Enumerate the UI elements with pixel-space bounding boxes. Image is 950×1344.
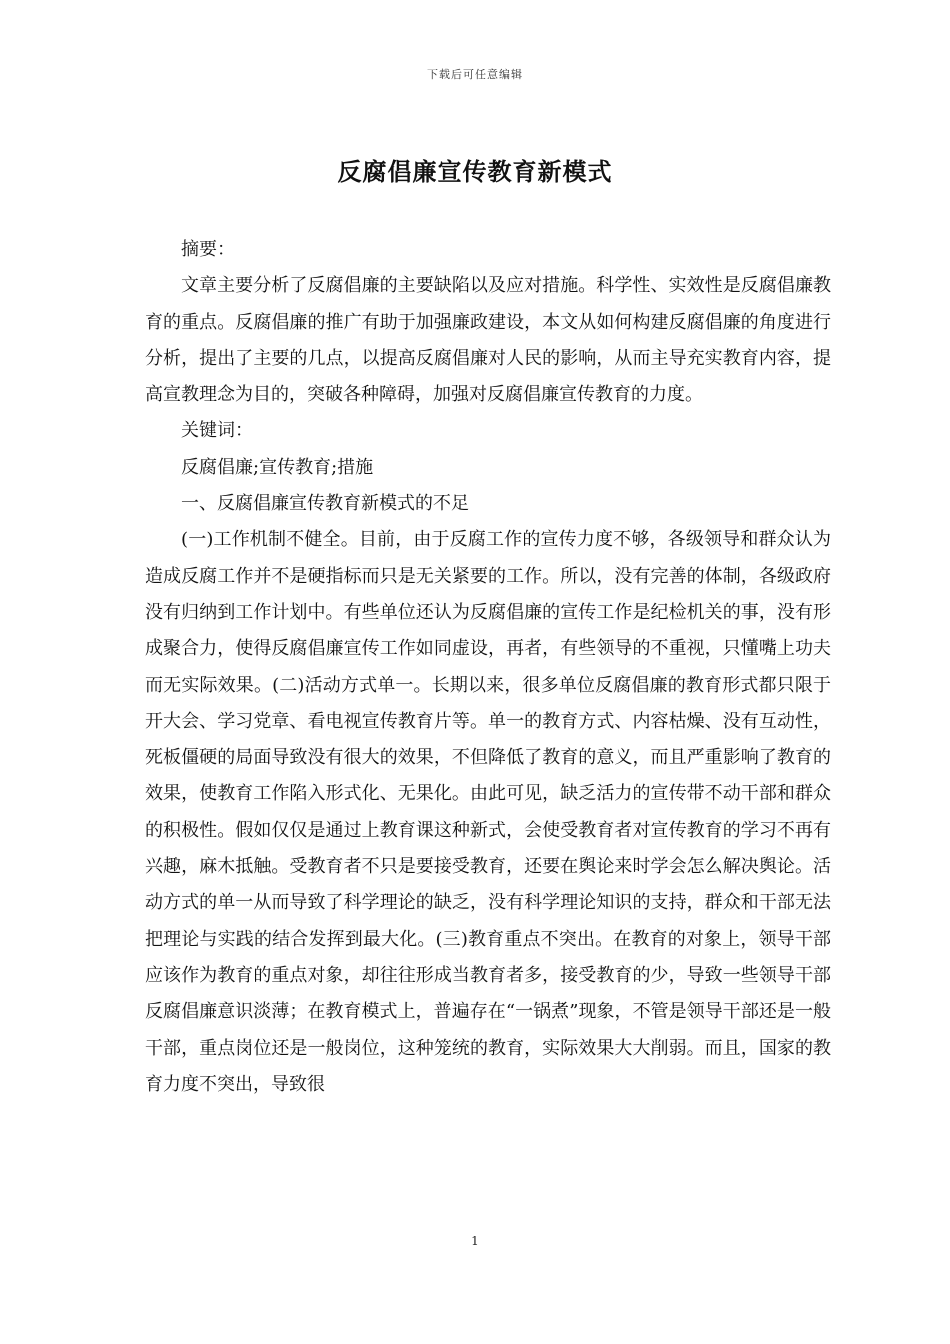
section-heading: 一、反腐倡廉宣传教育新模式的不足 <box>181 493 469 515</box>
document-title: 反腐倡廉宣传教育新模式 <box>337 157 613 186</box>
abstract-paragraph: 文章主要分析了反腐倡廉的主要缺陷以及应对措施。科学性、实效性是反腐倡廉教育的重点。反腐倡廉的推广有助于加强廉政建设，本文从如何构建反腐倡廉的角度进行分析，提出了主要的几点，以提高反腐倡廉对人民的影响，从而主导充实教育内容，提高宣教理念为目的，突破各种障碍，加强对反腐倡廉宣传教育的力度。 <box>145 275 831 406</box>
abstract-label: 摘要： <box>181 239 235 260</box>
page-header: 下载后可任意编辑 <box>427 68 523 81</box>
keywords-list: 反腐倡廉;宣传教育;措施 <box>181 456 374 478</box>
page-number: 1 <box>471 1234 479 1248</box>
keywords-label: 关键词： <box>181 420 253 442</box>
section-paragraph: (一)工作机制不健全。目前，由于反腐工作的宣传力度不够，各级领导和群众认为造成反腐工作并不是硬指标而只是无关紧要的工作。所以，没有完善的体制，各级政府没有归纳到工作计划中。有些单位还认为反腐倡廉的宣传工作是纪检机关的事，没有形成聚合力，使得反腐倡廉宣传工作如同虚设，再者，有些领导的不重视，只懂嘴上功夫而无实际效果。(二)活动方式单一。长期以来，很多单位反腐倡廉的教育形式都只限于开大会、学习党章、看电视宣传教育片等。单一的教育方式、内容枯燥、没有互动性，死板僵硬的局面导致没有很大的效果，不但降低了教育的意义，而且严重影响了教育的效果，使教育工作陷入形式化、无果化。由此可见，缺乏活力的宣传带不动干部和群众的积极性。假如仅仅是通过上教育课这种新式，会使受教育者对宣传教育的学习不再有兴趣，麻木抵触。受教育者不只是要接受教育，还要在舆论来时学会怎么解决舆论。活动方式的单一从而导致了科学理论的缺乏，没有科学理论知识的支持，群众和干部无法把理论与实践的结合发挥到最大化。(三)教育重点不突出。在教育的对象上，领导干部应该作为教育的重点对象，却往往形成当教育者多，接受教育的少，导致一些领导干部反腐倡廉意识淡薄；在教育模式上，普遍存在“一锅煮”现象，不管是领导干部还是一般干部，重点岗位还是一般岗位，这种笼统的教育，实际效果大大削弱。而且，国家的教育力度不突出，导致很 <box>145 529 831 1095</box>
document-body <box>145 232 831 1103</box>
